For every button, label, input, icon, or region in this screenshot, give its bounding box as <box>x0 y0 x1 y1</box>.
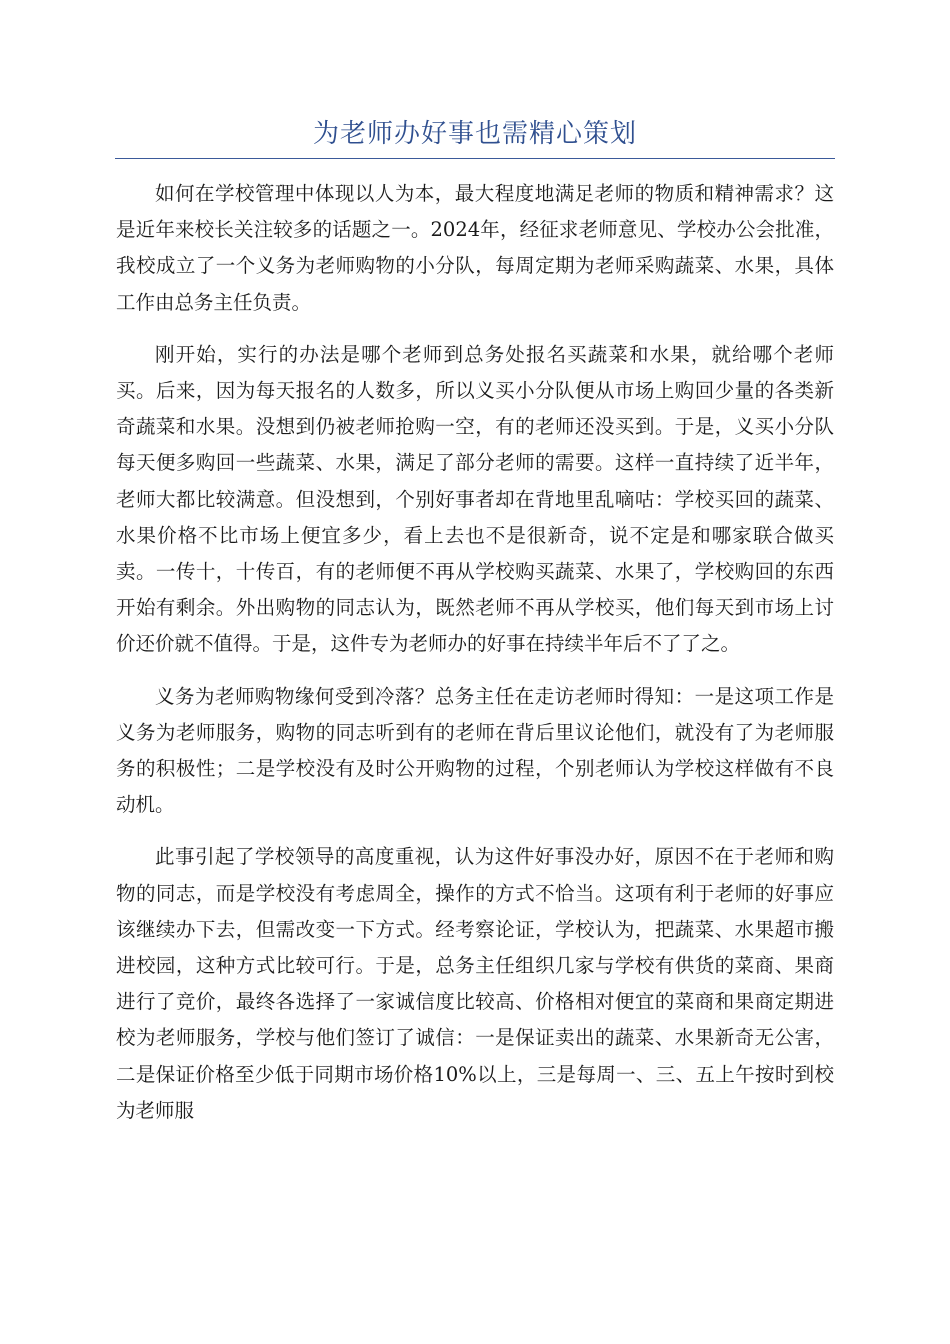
document-body <box>116 176 834 1145</box>
title-block <box>115 112 835 159</box>
paragraph-3: 义务为老师购物缘何受到冷落？总务主任在走访老师时得知：一是这项工作是义务为老师服务，购物的同志听到有的老师在背后里议论他们，就没有了为老师服务的积极性；二是学校没有及时公开购物的过程，个别老师认为学校这样做有不良动机。 <box>116 684 834 817</box>
paragraph-1: 如何在学校管理中体现以人为本，最大程度地满足老师的物质和精神需求？这是近年来校长关注较多的话题之一。2024年，经征求老师意见、学校办公会批准，我校成立了一个义务为老师购物的小分队，每周定期为老师采购蔬菜、水果，具体工作由总务主任负责。 <box>116 182 834 314</box>
paragraph-2: 刚开始，实行的办法是哪个老师到总务处报名买蔬菜和水果，就给哪个老师买。后来，因为每天报名的人数多，所以义买小分队便从市场上购回少量的各类新奇蔬菜和水果。没想到仍被老师抢购一空，有的老师还没买到。于是，义买小分队每天便多购回一些蔬菜、水果，满足了部分老师的需要。这样一直持续了近半年，老师大都比较满意。但没想到，个别好事者却在背地里乱嘀咕：学校买回的蔬菜、水果价格不比市场上便宜多少，看上去也不是很新奇，说不定是和哪家联合做买卖。一传十，十传百，有的老师便不再从学校购买蔬菜、水果了，学校购回的东西开始有剩余。外出购物的同志认为，既然老师不再从学校买，他们每天到市场上讨价还价就不值得。于是，这件专为老师办的好事在持续半年后不了了之。 <box>116 342 834 656</box>
page-title: 为老师办好事也需精心策划 <box>312 119 637 149</box>
paragraph-4: 此事引起了学校领导的高度重视，认为这件好事没办好，原因不在于老师和购物的同志，而是学校没有考虑周全，操作的方式不恰当。这项有利于老师的好事应该继续办下去，但需改变一下方式。经考察论证，学校认为，把蔬菜、水果超市搬进校园，这种方式比较可行。于是，总务主任组织几家与学校有供货的菜商、果商进行了竞价，最终各选择了一家诚信度比较高、价格相对便宜的菜商和果商定期进校为老师服务，学校与他们签订了诚信：一是保证卖出的蔬菜、水果新奇无公害，二是保证价格至少低于同期市场价格10%以上，三是每周一、三、五上午按时到校为老师服 <box>116 845 834 1122</box>
